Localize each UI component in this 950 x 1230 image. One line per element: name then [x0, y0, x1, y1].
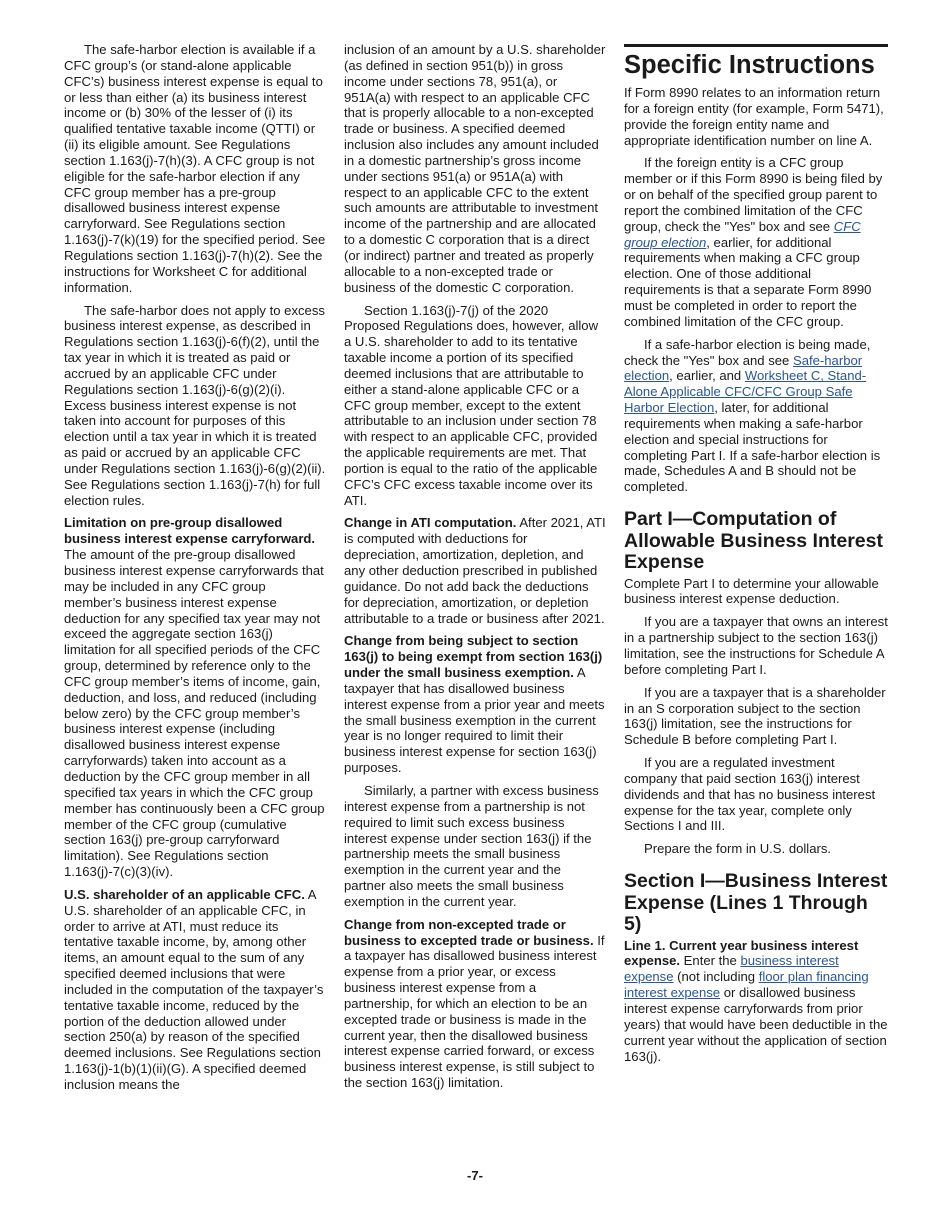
text-run: If a taxpayer has disallowed business interest expense from a prior year, or excess business interest expense from a partnership, for which an election to be an excepted trade or business is made in the current year, then the disallowed business interest expense carried forward, or excess business interest expense, is still subject to the section 163(j) limitation. [344, 932, 605, 1091]
text-run: After 2021, ATI is computed with deductions for depreciation, amortization, depletion, and any other deduction prescribed in published guidance. Do not add back the deductions for depreciation, amortization, or depletion attributable to a trade or business after 2021. [344, 515, 606, 626]
paragraph [624, 576, 888, 608]
text-run: If you are a regulated investment company that paid section 163(j) interest dividends and that has no business interest expense for the tax year, complete only Sections I and III. [624, 755, 876, 834]
paragraph [64, 515, 326, 879]
run-in-heading: Change from non-excepted trade or business to excepted trade or business. [344, 916, 594, 948]
paragraph [624, 155, 888, 329]
text-run: (not including [673, 969, 759, 985]
cross-reference-link[interactable]: Worksheet C, Stand-Alone Applicable CFC/CFC Group Safe Harbor Election [624, 368, 867, 416]
text-run: The safe-harbor election is available if a CFC group’s (or stand-alone applicable CFC’s) business interest expense is equal to or less than either (a) its business interest income or (b) 30% of the lesser of (i) its qualified tentative taxable income (QTTI) or (ii) its eligible amount. See Regulations section 1.163(j)-7(h)(3). A CFC group is not eligible for the safe-harbor election if any CFC group member has a pre-group disallowed business interest expense carryforward. See Regulations section 1.163(j)-7(k)(19) for the specified period. See Regulations section 1.163(j)-7(h)(2). See the instructions for Worksheet C for additional information. [64, 42, 326, 295]
paragraph [624, 85, 888, 148]
column-left [64, 42, 326, 1100]
page-number: -7- [467, 1168, 483, 1183]
text-run: Complete Part I to determine your allowable business interest expense deduction. [624, 575, 879, 607]
paragraph [624, 614, 888, 677]
text-run: , later, for additional requirements when making a safe-harbor election and special instructions for completing Part I. If a safe-harbor election is made, Schedules A and B should not be completed. [624, 400, 881, 495]
text-run: The amount of the pre-group disallowed business interest expense carryforwards that may be included in any CFC group member’s business interest expense deduction for any specified tax year may not exceed the aggregate section 163(j) limitation for all specified periods of the CFC group, determined by reference only to the CFC group member’s items of income, gain, deduction, and loss, and reduced (including below zero) by the CFC group member’s business interest expense (including disallowed business interest expense carryforwards) taken into account as a deduction by the CFC group member in all specified tax years in which the CFC group member has continuously been a CFC group member of the CFC group (cumulative section 163(j) pre-group carryforward limitation). See Regulations section 1.163(j)-7(c)(3)(iv). [64, 547, 325, 880]
text-run: If you are a taxpayer that is a shareholder in an S corporation subject to the section 163(j) limitation, see the instructions for Schedule B before completing Part I. [624, 684, 886, 748]
text-run: Section 1.163(j)-7(j) of the 2020 Proposed Regulations does, however, allow a U.S. shareholder to add to its tentative taxable income a portion of its specified deemed inclusions that are attributable to either a stand-alone applicable CFC or a CFC group member, except to the extent attributable to an inclusion under section 78 with respect to an applicable CFC, provided the applicable requirements are met. That portion is equal to the ratio of the applicable CFC’s CFC excess taxable income over its ATI. [344, 302, 599, 508]
text-run: Similarly, a partner with excess business interest expense from a partnership is not required to limit such excess business interest expense under section 163(j) if the partnership meets the small business exemption in the current year and the partner also meets the small business exemption in the current year. [344, 782, 599, 909]
text-run: Section I—Business Interest Expense (Lines 1 Through 5) [624, 870, 888, 936]
cross-reference-link[interactable]: CFC group election [624, 218, 861, 250]
paragraph [344, 42, 606, 296]
paragraph [64, 303, 326, 509]
column-right [624, 44, 888, 1071]
paragraph [344, 515, 606, 626]
text-run: A taxpayer that has disallowed business interest expense from a prior year and meets the small business exemption in the current year is no longer required to limit their business interest expense for section 163(j) purposes. [344, 665, 605, 776]
paragraph [624, 685, 888, 748]
cross-reference-link[interactable]: business interest expense [624, 953, 839, 985]
text-run: The safe-harbor does not apply to excess business interest expense, as described in Regulations section 1.163(j)-6(f)(2), until the tax year in which it is treated as paid or accrued by an applicable CFC under Regulations section 1.163(j)-6(g)(2)(i). Excess business interest expense is not taken into account for purposes of this election until a tax year in which it is treated as paid or accrued by an applicable CFC under Regulations section 1.163(j)-6(g)(2)(ii). See Regulations section 1.163(j)-7(h) for full election rules. [64, 302, 326, 508]
text-run: inclusion of an amount by a U.S. shareholder (as defined in section 951(b)) in gross income under sections 78, 951(a), or 951A(a) with respect to an applicable CFC that is properly allocable to a non-excepted trade or business. A specified deemed inclusion also includes any amount included in a domestic partnership’s gross income under sections 951(a) or 951A(a) with respect to an applicable CFC to the extent such amounts are attributable to investment income of the partnership and are allocated to a domestic C corporation that is a direct (or indirect) partner and treated as properly allocable to a non-excepted trade or business of the domestic C corporation. [344, 42, 606, 295]
run-in-heading: Change in ATI computation. [344, 515, 517, 531]
paragraph [624, 938, 888, 1065]
paragraph [64, 42, 326, 296]
section-heading [624, 51, 888, 79]
text-run: A U.S. shareholder of an applicable CFC, in order to arrive at ATI, must reduce its tentative taxable income, by, among other items, an amount equal to the sum of any specified deemed inclusions that were included in the computation of the taxpayer’s tentative taxable income, reduced by the portion of the deduction allowed under section 250(a) by reason of the specified deemed inclusions. See Regulations section 1.163(j)-1(b)(1)(ii)(G). A specified deemed inclusion means the [64, 886, 324, 1092]
text-run: , earlier, and [669, 368, 745, 384]
cross-reference-link[interactable]: Safe-harbor election [624, 352, 863, 384]
run-in-heading: Limitation on pre-group disallowed business interest expense carryforward. [64, 515, 316, 547]
text-run: If Form 8990 relates to an information return for a foreign entity (for example, Form 5471), provide the foreign entity name and appropriate identification number on line A. [624, 85, 884, 148]
section-heading [624, 871, 888, 936]
text-run: If you are a taxpayer that owns an interest in a partnership subject to the section 163(j) limitation, see the instructions for Schedule A before completing Part I. [624, 614, 888, 677]
text-run: Enter the [680, 953, 741, 969]
paragraph [344, 917, 606, 1091]
paragraph [344, 783, 606, 910]
paragraph [624, 337, 888, 495]
column-middle [344, 42, 606, 1098]
paragraph [64, 887, 326, 1093]
text-run: or disallowed business interest expense carryforwards from prior years) that would have been deductible in the current year without the application of section 163(j). [624, 985, 888, 1064]
text-run: If a safe-harbor election is being made, check the "Yes" box and see [624, 336, 871, 368]
text-run: Prepare the form in U.S. dollars. [644, 841, 832, 857]
run-in-heading: Change from being subject to section 163(j) to being exempt from section 163(j) under the small business exemption. [344, 633, 603, 681]
paragraph [344, 633, 606, 776]
paragraph [344, 303, 606, 509]
run-in-heading: Line 1. Current year business interest expense. [624, 937, 859, 969]
text-run: Specific Instructions [624, 51, 875, 79]
paragraph [624, 841, 888, 857]
text-run: If the foreign entity is a CFC group member or if this Form 8990 is being filed by or on behalf of the specified group parent to report the combined limitation of the CFC group, check the "Yes" box and see [624, 155, 883, 234]
paragraph [624, 755, 888, 834]
run-in-heading: U.S. shareholder of an applicable CFC. [64, 886, 305, 902]
section-heading [624, 509, 888, 574]
text-run: Part I—Computation of Allowable Business Interest Expense [624, 508, 883, 574]
cross-reference-link[interactable]: floor plan financing interest expense [624, 969, 869, 1001]
text-run: , earlier, for additional requirements when making a CFC group election. One of those additional requirements is that a separate Form 8990 must be completed in order to report the combined limitation of the CFC group. [624, 234, 872, 329]
section-rule [624, 44, 888, 47]
